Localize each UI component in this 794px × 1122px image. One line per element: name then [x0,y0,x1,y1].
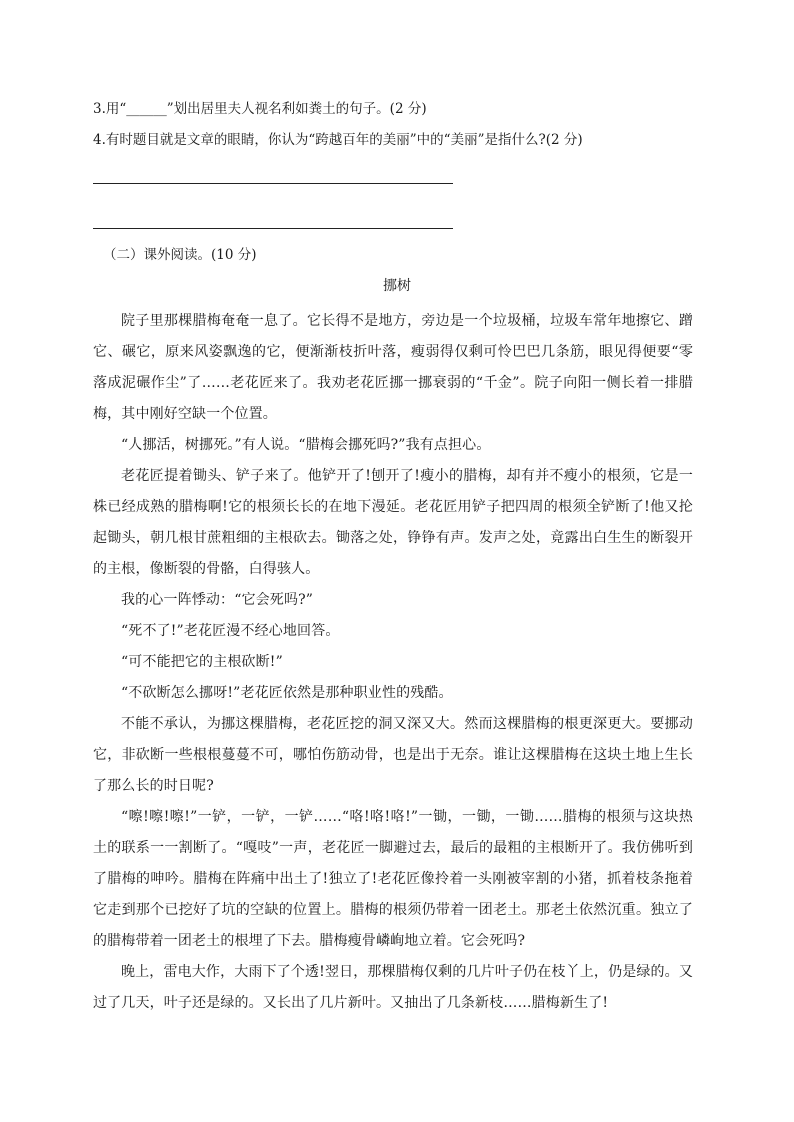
passage-body [93,306,693,1019]
answer-line-2[interactable] [93,228,453,229]
question-3: 3.用“______”划出居里夫人视名利如粪土的句子。(2 分) [93,101,427,117]
question-4: 4.有时题目就是文章的眼睛，你认为“跨越百年的美丽”中的“美丽”是指什么?(2 分) [93,132,583,148]
paragraph: “嚓!嚓!嚓!”一铲，一铲，一铲……“咯!咯!咯!”一锄，一锄，一锄……腊梅的根须与这块热土的联系一一割断了。“嘎吱”一声，老花匠一脚避过去，最后的最粗的主根断开了。我仿佛听到了腊梅的呻吟。腊梅在阵痛中出土了!独立了!老花匠像拎着一头刚被宰割的小猪，抓着枝条拖着它走到那个已挖好了坑的空缺的位置上。腊梅的根须仍带着一团老土。那老土依然沉重。独立了的腊梅带着一团老土的根埋了下去。腊梅瘦骨嶙峋地立着。它会死吗? [93,809,693,949]
answer-line-1[interactable] [93,183,453,184]
paragraph: 我的心一阵悸动：“它会死吗?” [121,592,314,608]
section-heading: （二）课外阅读。(10 分) [103,247,257,263]
paragraph: “可不能把它的主根砍断!” [121,654,283,670]
paragraph: 院子里那棵腊梅奄奄一息了。它长得不是地方，旁边是一个垃圾桶，垃圾车常年地擦它、蹭它、碾它，原来风姿飘逸的它，便渐渐枝折叶落，瘦弱得仅剩可怜巴巴几条筋，眼见得便要“零落成泥碾作尘”了……老花匠来了。我劝老花匠挪一挪衰弱的“千金”。院子向阳一侧长着一排腊梅，其中刚好空缺一个位置。 [93,313,693,422]
passage-title: 挪树 [383,278,411,294]
paragraph: “不砍断怎么挪呀!”老花匠依然是那种职业性的残酷。 [121,685,453,701]
paragraph: 老花匠提着锄头、铲子来了。他铲开了!刨开了!瘦小的腊梅，却有并不瘦小的根须，它是一株已经成熟的腊梅啊!它的根须长长的在地下漫延。老花匠用铲子把四周的根须全铲断了!他又抡起锄头，朝几根甘蔗粗细的主根砍去。锄落之处，铮铮有声。发声之处，竟露出白生生的断裂开的主根，像断裂的骨骼，白得骇人。 [93,468,693,577]
paragraph: 不能不承认，为挪这棵腊梅，老花匠挖的洞又深又大。然而这棵腊梅的根更深更大。要挪动它，非砍断一些根根蔓蔓不可，哪怕伤筋动骨，也是出于无奈。谁让这棵腊梅在这块土地上生长了那么长的时日呢? [93,716,693,794]
paragraph: “死不了!”老花匠漫不经心地回答。 [121,623,340,639]
paragraph: “人挪活，树挪死。”有人说。“腊梅会挪死吗?”我有点担心。 [121,437,491,453]
paragraph: 晚上，雷电大作，大雨下了个透!翌日，那棵腊梅仅剩的几片叶子仍在枝丫上，仍是绿的。又过了几天，叶子还是绿的。又长出了几片新叶。又抽出了几条新枝……腊梅新生了! [93,964,693,1011]
